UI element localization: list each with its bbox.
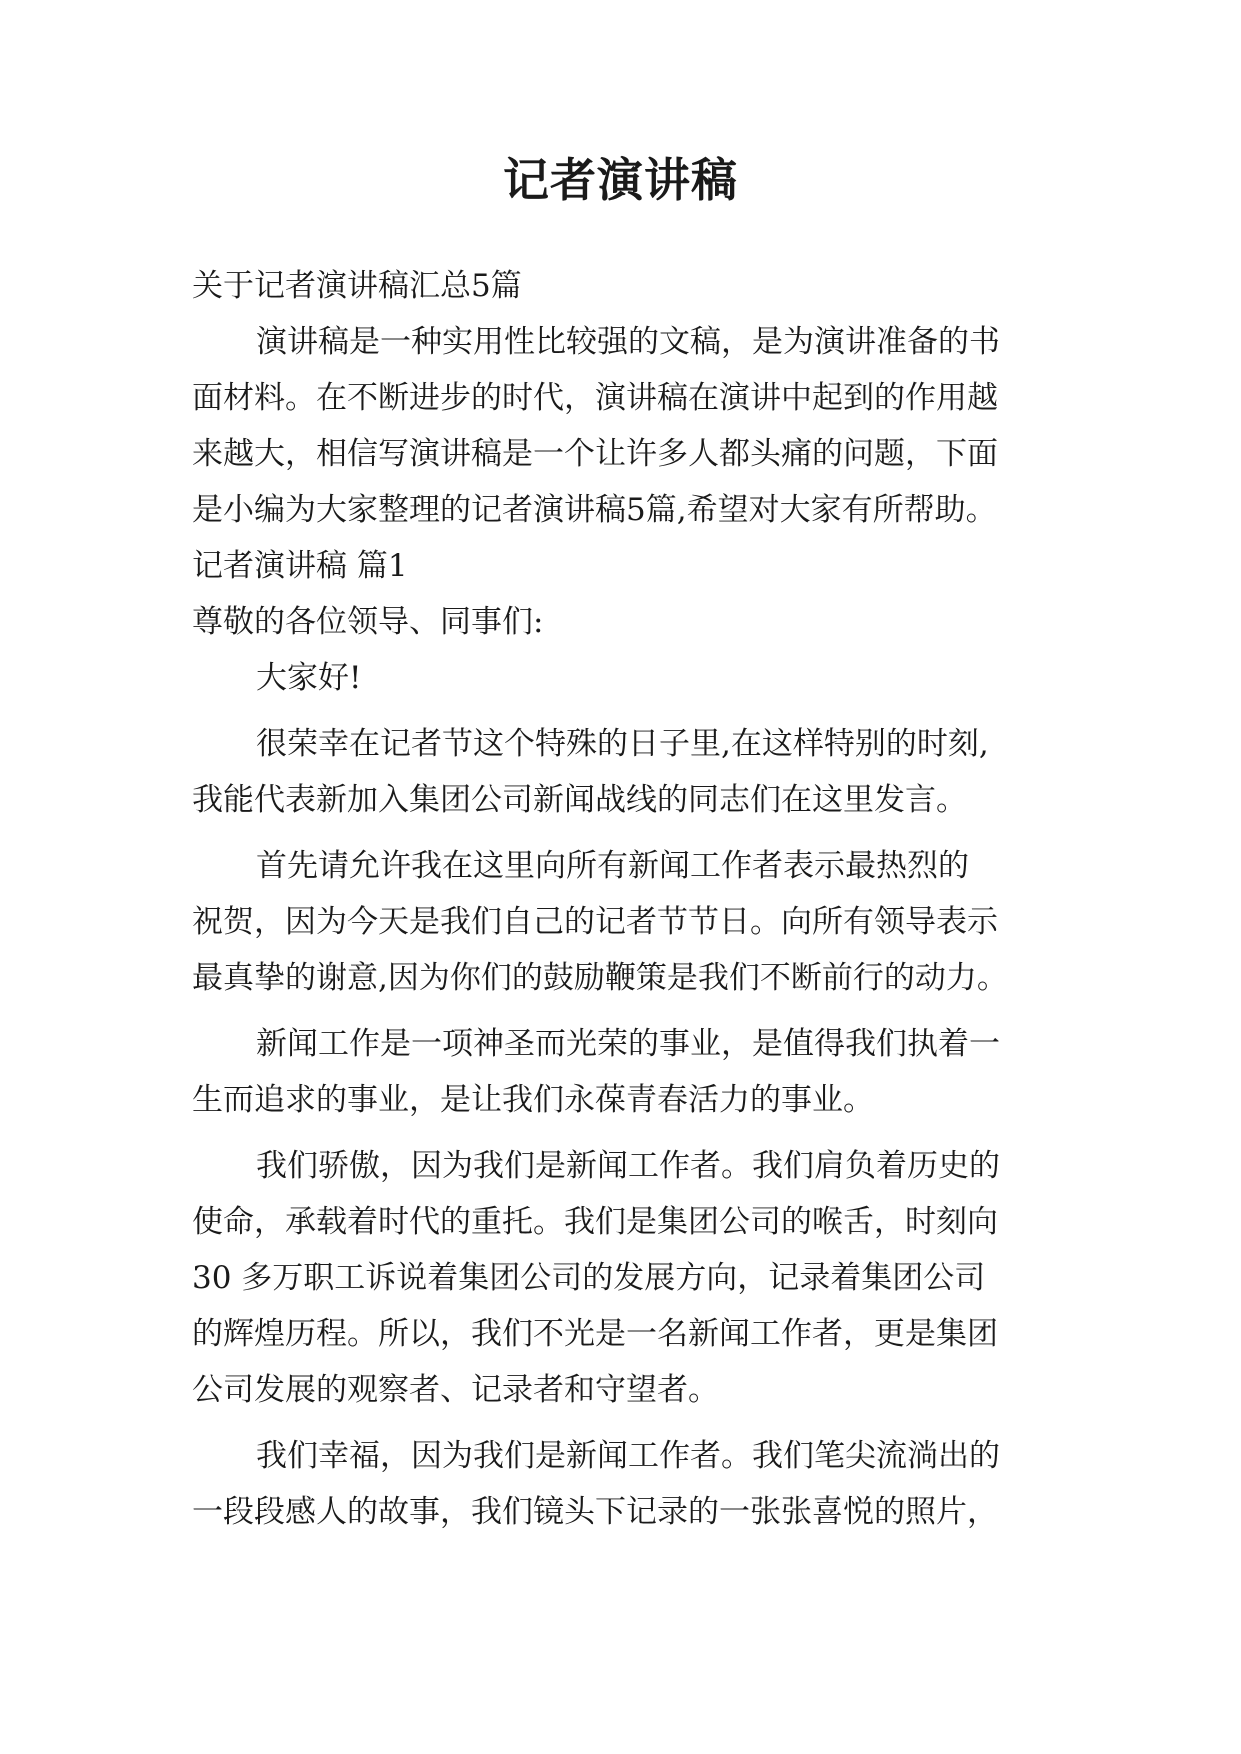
paragraph-line: 生而追求的事业，是让我们永葆青春活力的事业。 [192,1082,874,1118]
document-body [192,258,1050,1540]
paragraph-line: 演讲稿是一种实用性比较强的文稿，是为演讲准备的书 [256,324,1000,360]
paragraph-line: 新闻工作是一项神圣而光荣的事业，是值得我们执着一 [256,1026,1000,1062]
paragraph-line: 最真挚的谢意,因为你们的鼓励鞭策是我们不断前行的动力。 [192,960,1008,996]
paragraph-line: 祝贺，因为今天是我们自己的记者节节日。向所有领导表示 [192,904,998,940]
paragraph-line: 首先请允许我在这里向所有新闻工作者表示最热烈的 [256,848,969,884]
paragraph-line: 是小编为大家整理的记者演讲稿5篇,希望对大家有所帮助。 [192,492,997,528]
salutation-line: 尊敬的各位领导、同事们: [192,604,544,640]
paragraph-line: 一段段感人的故事，我们镜头下记录的一张张喜悦的照片， [192,1494,998,1530]
document-title: 记者演讲稿 [503,153,738,207]
paragraph-line: 我们骄傲，因为我们是新闻工作者。我们肩负着历史的 [256,1148,1000,1184]
paragraph-line: 我们幸福，因为我们是新闻工作者。我们笔尖流淌出的 [256,1438,1000,1474]
greeting-line: 大家好! [256,660,362,696]
paragraph-line: 的辉煌历程。所以，我们不光是一名新闻工作者，更是集团 [192,1316,998,1352]
paragraph-line: 公司发展的观察者、记录者和守望者。 [192,1372,719,1408]
paragraph-line: 使命，承载着时代的重托。我们是集团公司的喉舌，时刻向 [192,1204,998,1240]
paragraph-line: 来越大，相信写演讲稿是一个让许多人都头痛的问题，下面 [192,436,998,472]
paragraph-line: 我能代表新加入集团公司新闻战线的同志们在这里发言。 [192,782,967,818]
paragraph-line: 很荣幸在记者节这个特殊的日子里,在这样特别的时刻, [256,726,989,762]
section-heading: 记者演讲稿 篇1 [192,548,408,584]
paragraph-line: 30 多万职工诉说着集团公司的发展方向，记录着集团公司 [192,1260,986,1296]
subtitle-line: 关于记者演讲稿汇总5篇 [192,268,522,304]
paragraph-line: 面材料。在不断进步的时代，演讲稿在演讲中起到的作用越 [192,380,998,416]
